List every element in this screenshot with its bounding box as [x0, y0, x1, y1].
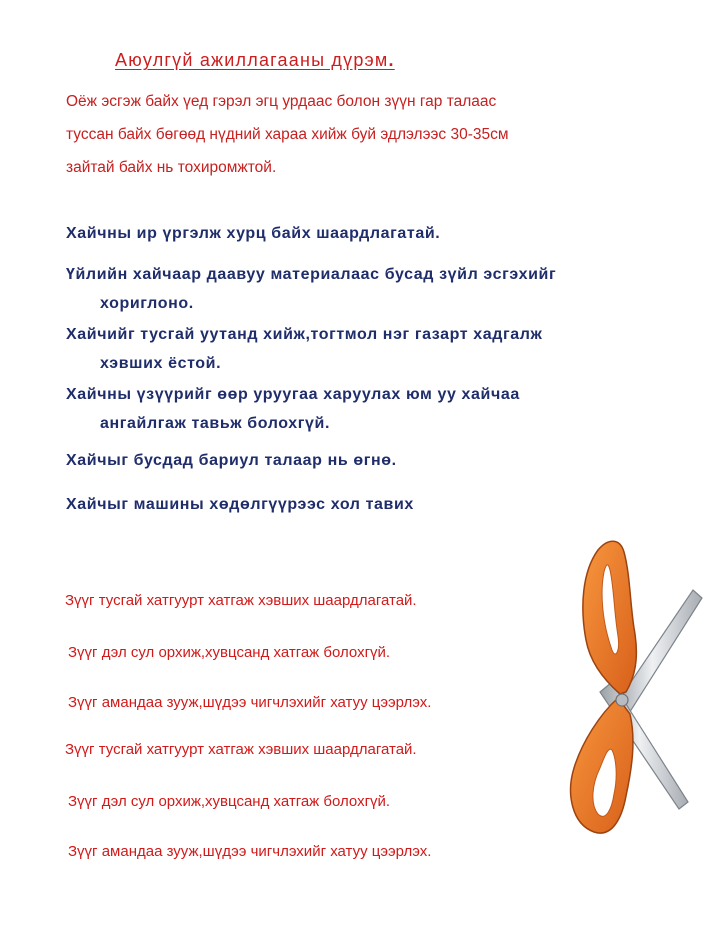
scissor-rule-2-line1: Үйлийн хайчаар даавуу материалаас бусад зүйл эсгэхийг [66, 266, 557, 283]
page-title-text: Аюулгүй ажиллагааны дүрэм [115, 50, 389, 70]
scissors-pivot [616, 694, 628, 706]
scissor-rule-3-line1: Хайчийг тусгай уутанд хийж,тогтмол нэг газарт хадгалж [66, 326, 543, 343]
scissors-upper-handle [583, 541, 637, 694]
scissor-rule-5 [66, 446, 676, 475]
needle-rule-2: Зүүг дэл сул орхиж,хувцсанд хатгаж болохгүй. [68, 644, 391, 661]
needle-rule-4: Зүүг тусгай хатгуурт хатгаж хэвших шаардлагатай. [65, 741, 417, 758]
scissor-rule-3 [66, 320, 676, 378]
scissor-rule-1-line1: Хайчны ир үргэлж хурц байх шаардлагатай. [66, 225, 441, 242]
scissor-rule-6 [66, 490, 676, 519]
needle-rule-1: Зүүг тусгай хатгуурт хатгаж хэвших шаардлагатай. [65, 592, 417, 609]
intro-line-1: Оёж эсгэж байх үед гэрэл эгц урдаас болон зүүн гар талаас [66, 93, 497, 110]
needle-rule-5: Зүүг дэл сул орхиж,хувцсанд хатгаж болохгүй. [68, 793, 391, 810]
scissors-icon [560, 532, 710, 848]
scissor-rule-3-line2: хэвших ёстой. [100, 355, 222, 372]
intro-line-3: зайтай байх нь тохиромжтой. [66, 159, 277, 176]
scissor-rule-2 [66, 260, 676, 318]
scissor-rule-6-line1: Хайчыг машины хөдөлгүүрээс хол тавих [66, 496, 414, 513]
intro-line-2: туссан байх бөгөөд нүдний хараа хийж буй эдлэлээс 30-35см [66, 126, 509, 143]
scissor-rule-4-line2: ангайлгаж тавьж болохгүй. [100, 415, 330, 432]
page-title [115, 50, 395, 71]
scissor-rule-2-line2: хориглоно. [100, 295, 194, 312]
scissor-rule-4 [66, 380, 676, 438]
scissor-rule-1 [66, 219, 676, 248]
scissor-rule-5-line1: Хайчыг бусдад бариул талаар нь өгнө. [66, 452, 397, 469]
page-title-period: . [388, 50, 395, 70]
needle-rule-6: Зүүг амандаа зууж,шүдээ чигчлэхийг хатуу цээрлэх. [68, 843, 432, 860]
scissors-lower-handle [571, 698, 633, 833]
scissor-rule-4-line1: Хайчны үзүүрийг өөр уруугаа харуулах юм уу хайчаа [66, 386, 520, 403]
needle-rule-3: Зүүг амандаа зууж,шүдээ чигчлэхийг хатуу цээрлэх. [68, 694, 432, 711]
